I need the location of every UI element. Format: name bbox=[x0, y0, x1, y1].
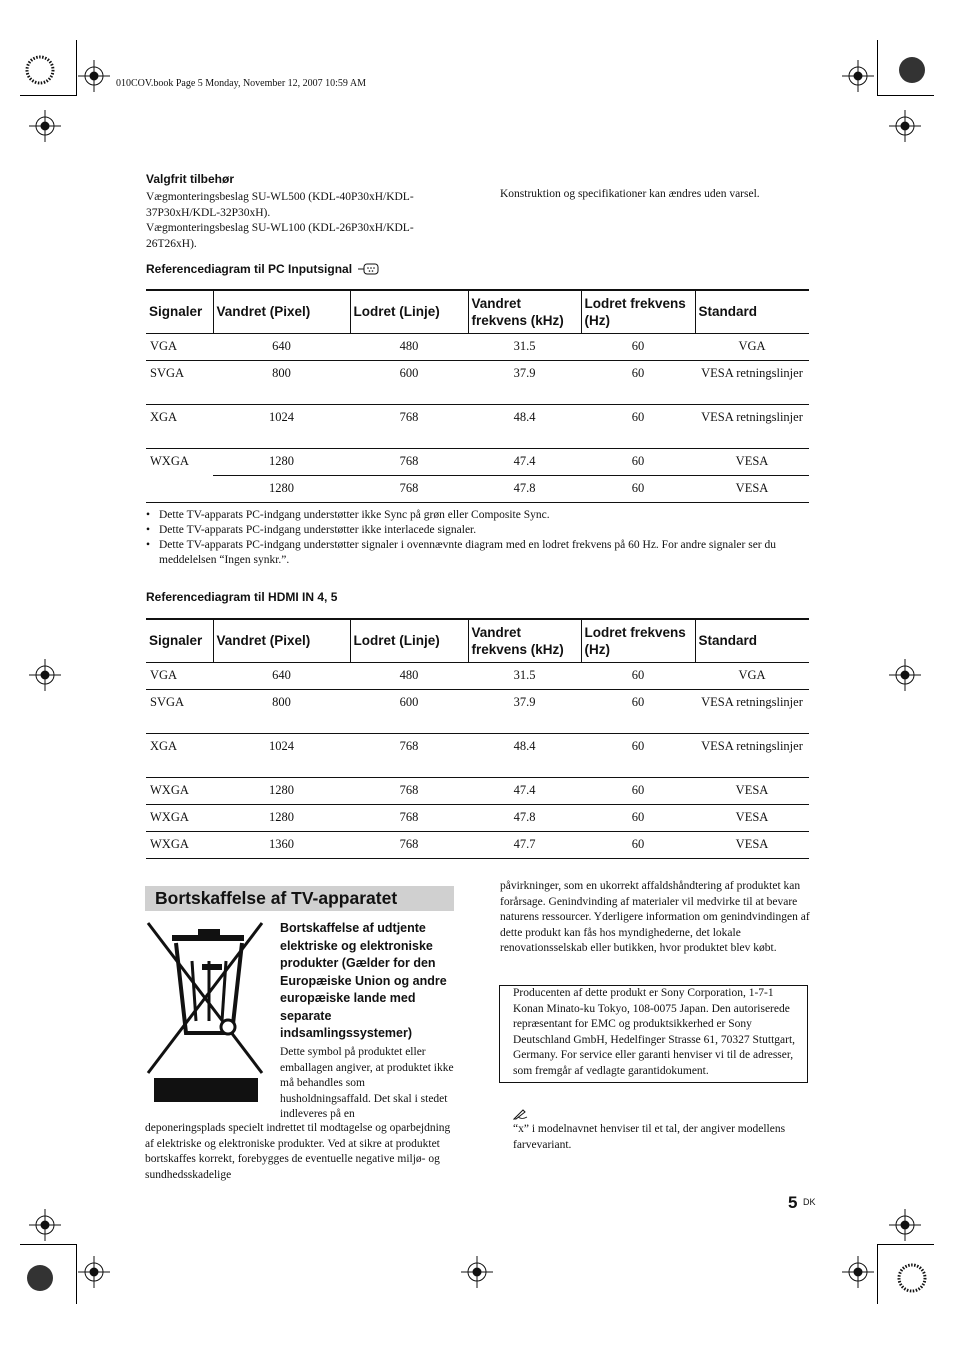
table-header-row bbox=[146, 290, 809, 333]
table-row bbox=[146, 689, 809, 733]
table-cell: VESA retningslinjer bbox=[695, 360, 809, 404]
list-item: • Dette TV-apparats PC-indgang understøtter signaler i ovennævnte diagram med en lodret frekvens på 60 Hz. For andre signaler ser du meddelelsen “Ingen synkr.”. bbox=[146, 538, 810, 568]
table-row bbox=[146, 475, 809, 502]
table-cell: 47.7 bbox=[468, 831, 581, 858]
language-code: DK bbox=[803, 1197, 816, 1207]
accessory-line: Vægmonteringsbeslag SU-WL100 (KDL-26P30xH/KDL- bbox=[146, 222, 414, 234]
disposal-title: Bortskaffelse af TV-apparatet bbox=[145, 886, 454, 911]
list-item: • Dette TV-apparats PC-indgang understøtter ikke interlacede signaler. bbox=[146, 523, 810, 538]
table-cell: 60 bbox=[581, 777, 695, 804]
table-cell bbox=[146, 475, 213, 502]
table-row bbox=[146, 360, 809, 404]
table-cell: 31.5 bbox=[468, 662, 581, 689]
disposal-text-wide: deponeringsplads specielt indrettet til modtagelse og oparbejdning af elektriske og elektroniske produkter. Ved at sikre at produktet bortskaffes korrekt, forebygges de eventuelle negative miljø- og sundhedsskadelige bbox=[145, 1122, 451, 1181]
crossed-bin-icon bbox=[146, 921, 266, 1107]
pc-signal-table bbox=[146, 289, 809, 503]
table-row bbox=[146, 662, 809, 689]
disposal-text-right: påvirkninger, som en ukorrekt affaldshåndtering af produktet kan forårsage. Genindvinding af materialer vil medvirke til at bevare naturens ressourcer. Yderligere information om genindvindingen af dette produkt kan fås hos myndighederne, det lokale renovationsselskab eller butikken, hvor produktet blev købt. bbox=[500, 880, 810, 954]
column-header: Vandret frekvens (kHz) bbox=[468, 619, 581, 662]
table-cell: 768 bbox=[350, 733, 468, 777]
hdmi-signal-table bbox=[146, 618, 809, 859]
accessory-line: Vægmonteringsbeslag SU-WL500 (KDL-40P30xH/KDL- bbox=[146, 191, 414, 203]
column-header: Vandret frekvens (kHz) bbox=[468, 290, 581, 333]
table-cell: 640 bbox=[213, 333, 350, 360]
column-header: Standard bbox=[695, 619, 809, 662]
table-cell: XGA bbox=[146, 733, 213, 777]
table-cell: 480 bbox=[350, 662, 468, 689]
column-header: Vandret (Pixel) bbox=[213, 290, 350, 333]
table-cell: VESA retningslinjer bbox=[695, 404, 809, 448]
table-row bbox=[146, 777, 809, 804]
table-cell: 768 bbox=[350, 804, 468, 831]
column-header: Signaler bbox=[146, 290, 213, 333]
table-cell: 60 bbox=[581, 662, 695, 689]
table-cell: 1024 bbox=[213, 733, 350, 777]
table-cell: WXGA bbox=[146, 831, 213, 858]
table-cell: VESA retningslinjer bbox=[695, 689, 809, 733]
disposal-subheading: Bortskaffelse af udtjente elektriske og elektroniske produkter (Gælder for den Europæiske Union og andre europæiske lande med separate indsamlingssystemer) bbox=[280, 921, 447, 1040]
pc-notes-list bbox=[146, 508, 810, 568]
table-row bbox=[146, 404, 809, 448]
table-cell: 60 bbox=[581, 804, 695, 831]
table-cell: XGA bbox=[146, 404, 213, 448]
accessory-line: 26T26xH). bbox=[146, 237, 197, 250]
table-cell: 1280 bbox=[213, 777, 350, 804]
table-cell: 48.4 bbox=[468, 733, 581, 777]
note-pencil-icon bbox=[513, 1108, 529, 1120]
table-cell: 60 bbox=[581, 404, 695, 448]
table-header-row bbox=[146, 619, 809, 662]
table-cell: 768 bbox=[350, 475, 468, 502]
table-cell: 600 bbox=[350, 689, 468, 733]
table-cell: 47.8 bbox=[468, 475, 581, 502]
table-cell: WXGA bbox=[146, 804, 213, 831]
table-row bbox=[146, 804, 809, 831]
table-row bbox=[146, 448, 809, 475]
table-row bbox=[146, 733, 809, 777]
book-header: 010COV.book Page 5 Monday, November 12, 2007 10:59 AM bbox=[116, 78, 366, 89]
table-cell: SVGA bbox=[146, 689, 213, 733]
table-cell: 1280 bbox=[213, 475, 350, 502]
table-cell: 60 bbox=[581, 689, 695, 733]
table-cell: VGA bbox=[146, 662, 213, 689]
table-cell: 1280 bbox=[213, 804, 350, 831]
table-row bbox=[146, 333, 809, 360]
table-cell: 47.8 bbox=[468, 804, 581, 831]
column-header: Lodret frekvens (Hz) bbox=[581, 290, 695, 333]
table-cell: VESA retningslinjer bbox=[695, 733, 809, 777]
table-cell: 768 bbox=[350, 831, 468, 858]
table-cell: 60 bbox=[581, 831, 695, 858]
table-cell: 1280 bbox=[213, 448, 350, 475]
hdmi-table-heading: Referencediagram til HDMI IN 4, 5 bbox=[146, 590, 338, 604]
pc-input-icon bbox=[358, 263, 380, 275]
disposal-text-narrow: Dette symbol på produktet eller emballagen angiver, at produktet ikke må behandles som husholdningsaffald. Det skal i stedet indleveres på en bbox=[280, 1046, 454, 1120]
column-header: Lodret (Linje) bbox=[350, 290, 468, 333]
page-number: 5 bbox=[788, 1193, 798, 1212]
table-cell: 1024 bbox=[213, 404, 350, 448]
table-cell: VESA bbox=[695, 475, 809, 502]
table-cell: 800 bbox=[213, 360, 350, 404]
table-cell: SVGA bbox=[146, 360, 213, 404]
table-cell: 60 bbox=[581, 475, 695, 502]
table-cell: 768 bbox=[350, 404, 468, 448]
column-header: Standard bbox=[695, 290, 809, 333]
model-note-text: “x” i modelnavnet henviser til et tal, der angiver modellens farvevariant. bbox=[513, 1123, 786, 1151]
table-row bbox=[146, 831, 809, 858]
list-item: • Dette TV-apparats PC-indgang understøtter ikke Sync på grøn eller Composite Sync. bbox=[146, 508, 810, 523]
table-cell: WXGA bbox=[150, 453, 189, 468]
table-cell: 60 bbox=[581, 360, 695, 404]
table-cell: 47.4 bbox=[468, 448, 581, 475]
table-cell: WXGA bbox=[146, 777, 213, 804]
table-cell: 600 bbox=[350, 360, 468, 404]
table-cell: 800 bbox=[213, 689, 350, 733]
pc-table-title: Referencediagram til PC Inputsignal bbox=[146, 262, 353, 276]
table-cell: VGA bbox=[695, 333, 809, 360]
pc-table-heading bbox=[146, 262, 380, 276]
table-cell: 768 bbox=[350, 777, 468, 804]
column-header: Lodret frekvens (Hz) bbox=[581, 619, 695, 662]
producer-box: Producenten af dette produkt er Sony Corporation, 1-7-1 Konan Minato-ku Tokyo, 108-0075 Japan. Den autoriserede repræsentant for EMC og produktsikkerhed er Sony Deutschland GmbH, Hedelfinger Strasse 61, 70327 Stuttgart, Germany. For service eller garanti henviser vi til de adresser, som fremgår af vedlagte garantidokument. bbox=[499, 985, 808, 1083]
spec-change-note: Konstruktion og specifikationer kan ændres uden varsel. bbox=[500, 188, 760, 200]
table-cell: VESA bbox=[695, 448, 809, 475]
accessories-heading: Valgfrit tilbehør bbox=[146, 172, 235, 186]
column-header: Vandret (Pixel) bbox=[213, 619, 350, 662]
column-header: Signaler bbox=[146, 619, 213, 662]
table-cell: VESA bbox=[695, 831, 809, 858]
table-cell: 37.9 bbox=[468, 360, 581, 404]
table-cell: VESA bbox=[695, 777, 809, 804]
table-cell: 480 bbox=[350, 333, 468, 360]
table-cell: 60 bbox=[581, 333, 695, 360]
table-cell: VESA bbox=[695, 804, 809, 831]
table-cell: VGA bbox=[695, 662, 809, 689]
table-cell: 768 bbox=[350, 448, 468, 475]
table-cell: 37.9 bbox=[468, 689, 581, 733]
table-cell: 31.5 bbox=[468, 333, 581, 360]
table-cell: 60 bbox=[581, 448, 695, 475]
table-cell: 47.4 bbox=[468, 777, 581, 804]
table-cell: VGA bbox=[146, 333, 213, 360]
table-cell: 640 bbox=[213, 662, 350, 689]
table-cell: 1360 bbox=[213, 831, 350, 858]
column-header: Lodret (Linje) bbox=[350, 619, 468, 662]
accessory-line: 37P30xH/KDL-32P30xH). bbox=[146, 206, 271, 219]
table-cell: 60 bbox=[581, 733, 695, 777]
accessories-text bbox=[146, 190, 456, 252]
table-cell: 48.4 bbox=[468, 404, 581, 448]
